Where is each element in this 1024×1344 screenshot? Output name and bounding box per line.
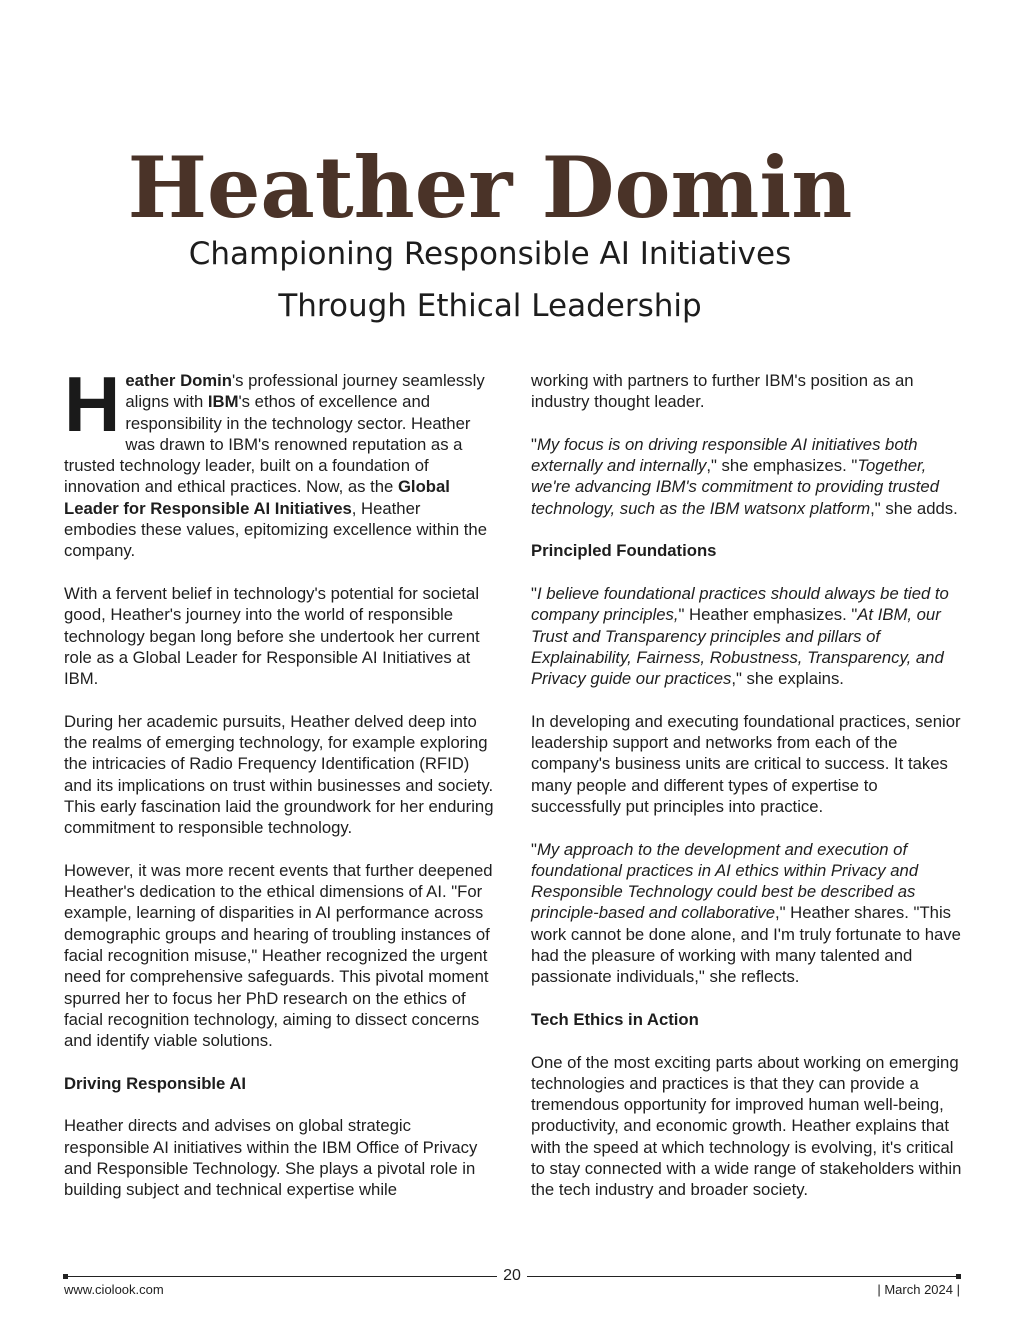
- text-run: 's ethos of excellence and responsibility in the technology sector. Heather was drawn to IBM's renowned reputation as a trusted technology leader, built on a foundation of innovation and ethical practices. Now, as the: [64, 392, 471, 497]
- paragraph: In developing and executing foundational practices, senior leadership support and networks from each of the company's business units are critical to success. It takes many people and different types of expertise to successfully put principles into practice.: [531, 711, 961, 816]
- italic-quote: Together, we're advancing IBM's commitment to providing trusted technology, such as the IBM watsonx platform: [531, 456, 939, 518]
- section-heading: Tech Ethics in Action: [531, 1009, 699, 1029]
- text-run: , Heather embodies these values, epitomizing excellence within the company.: [64, 498, 487, 561]
- quote-paragraph: [531, 583, 963, 689]
- paragraph: Heather directs and advises on global strategic responsible AI initiatives within the IBM Office of Privacy and Responsible Technology. She plays a pivotal role in building subject and technical expertise while: [64, 1116, 478, 1200]
- paragraph: working with partners to further IBM's position as an industry thought leader.: [531, 371, 914, 412]
- bold-role: Global Leader for Responsible AI Initiatives: [64, 477, 450, 518]
- italic-quote: I believe foundational practices should always be tied to company principles,: [531, 583, 949, 625]
- article-subtitle-line-1: Championing Responsible AI Initiatives: [188, 236, 792, 272]
- text-run: ": [531, 839, 537, 859]
- drop-cap: H: [64, 360, 121, 448]
- article-subtitle-line-2: Through Ethical Leadership: [278, 288, 702, 324]
- bold-ibm: IBM: [207, 392, 239, 412]
- text-run: ," she adds.: [870, 498, 958, 518]
- page-number: 20: [497, 1266, 527, 1286]
- right-column: [531, 370, 963, 1201]
- text-run: ," she emphasizes. ": [706, 456, 858, 476]
- text-run: " Heather emphasizes. ": [678, 605, 858, 625]
- footer-date: | March 2024 |: [877, 1282, 960, 1297]
- paragraph: However, it was more recent events that further deepened Heather's dedication to the ethical dimensions of AI. "For example, learning of disparities in AI performance across demographic groups and hearing of troubling instances of facial recognition misuse," Heather recognized the urgent need for comprehensive safeguards. This pivotal moment spurred her to focus her PhD research on the ethics of facial recognition technology, aiming to dissect concerns and identify viable solutions.: [64, 860, 493, 1051]
- text-run: ," she explains.: [731, 669, 844, 689]
- left-column: [64, 360, 496, 1201]
- article-title: Heather Domin: [127, 138, 853, 237]
- footer-website: www.ciolook.com: [64, 1282, 164, 1297]
- section-heading: Driving Responsible AI: [64, 1073, 247, 1093]
- paragraph: One of the most exciting parts about working on emerging technologies and practices is that they can provide a tremendous opportunity for improved human well-being, productivity, and economic growth. Heather explains that with the speed at which technology is evolving, it's critical to stay connected with a wide range of stakeholders within the tech industry and broader society.: [531, 1052, 962, 1200]
- quote-paragraph: [531, 839, 963, 988]
- italic-quote: My approach to the development and execution of foundational practices in AI ethics within Privacy and Responsible Technology could best be described as principle-based and collaborative: [531, 839, 919, 923]
- footer-divider-endcap: [956, 1274, 961, 1279]
- text-run: ": [531, 434, 537, 454]
- footer-divider-endcap: [63, 1274, 68, 1279]
- italic-quote: My focus is on driving responsible AI initiatives both externally and internally: [531, 434, 918, 476]
- paragraph: With a fervent belief in technology's potential for societal good, Heather's journey into the world of responsible technology began long before she undertook her current role as a Global Leader for Responsible AI Initiatives at IBM.: [64, 583, 480, 689]
- bold-name: eather Domin: [125, 371, 232, 390]
- quote-paragraph: [531, 434, 963, 519]
- paragraph: During her academic pursuits, Heather delved deep into the realms of emerging technology, for example exploring the intricacies of Radio Frequency Identification (RFID) and its implications on trust within businesses and society. This early fascination laid the groundwork for her enduring commitment to responsible technology.: [64, 711, 494, 838]
- section-heading: Principled Foundations: [531, 541, 717, 561]
- text-run: 's professional journey seamlessly aligns with: [125, 371, 485, 412]
- intro-paragraph: [64, 360, 496, 562]
- italic-quote: At IBM, our Trust and Transparency principles and pillars of Explainability, Fairness, Robustness, Transparency, and Privacy guide our practices: [531, 605, 944, 689]
- text-run: ": [531, 583, 537, 603]
- text-run: ," Heather shares. "This work cannot be done alone, and I'm truly fortunate to have had the pleasure of working with many talented and passionate individuals," she reflects.: [531, 903, 961, 987]
